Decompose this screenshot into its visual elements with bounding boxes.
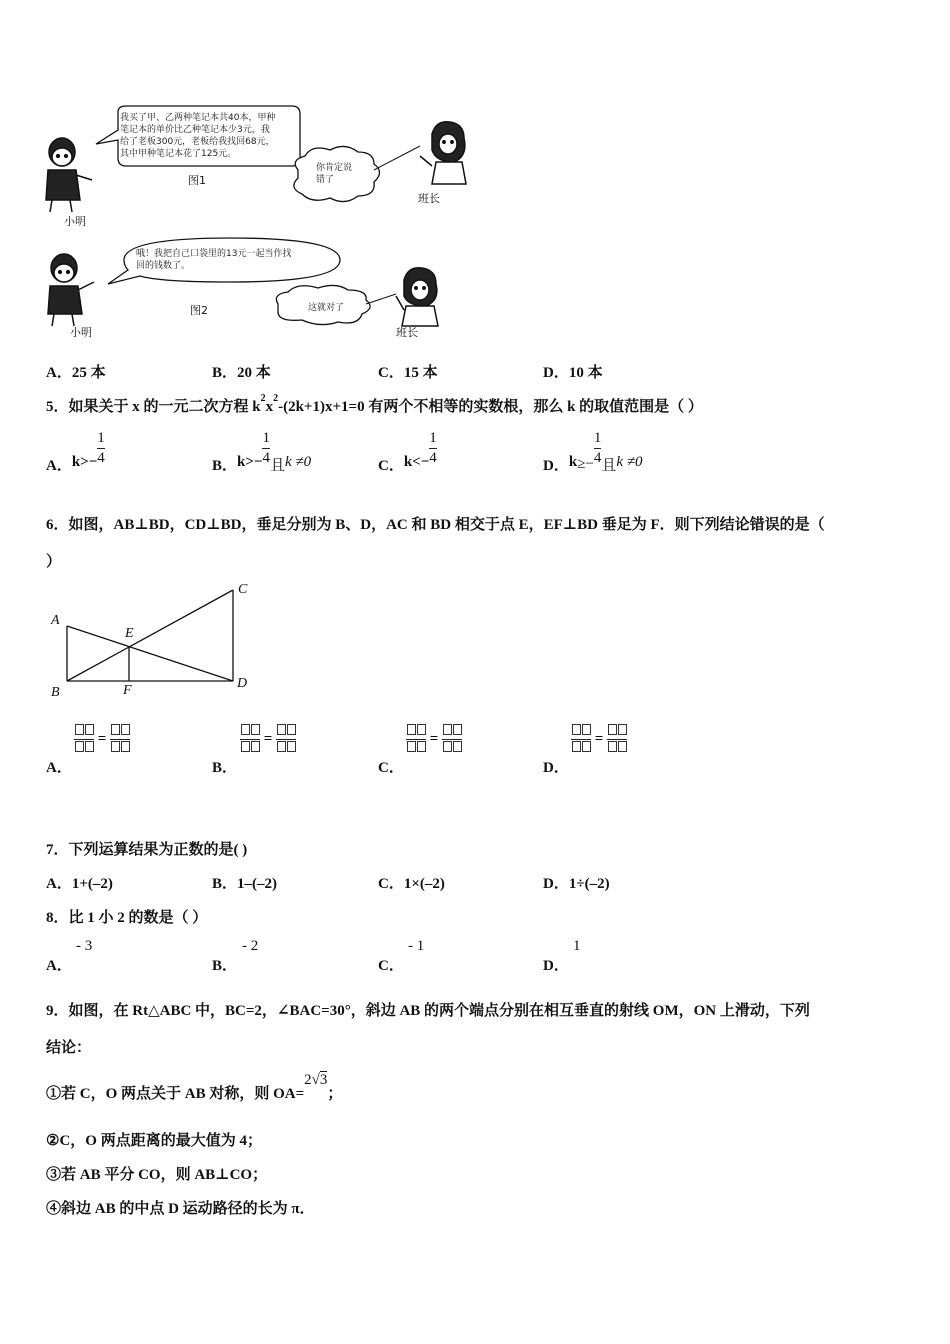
point-b-label: B (51, 685, 60, 700)
q5-b-frac (262, 430, 270, 467)
q4-c-letter: C． (378, 365, 404, 381)
point-c-label: C (238, 582, 248, 597)
q8-c-text: - 1 (408, 938, 425, 954)
point-e-label: E (125, 626, 134, 641)
bubble-1-line-3: 给了老板300元，老板给我找回68元， (120, 137, 275, 147)
q8-option-c[interactable] (378, 938, 498, 974)
q8-d-letter: D． (543, 958, 569, 974)
q5-stem-a: 5．如果关于 x 的一元二次方程 k (46, 399, 261, 415)
q5-d-num: 1 (593, 430, 602, 446)
bubble-2-text (136, 248, 332, 272)
q6-a-letter: A． (46, 760, 72, 776)
q5-b-num: 1 (262, 430, 270, 446)
q4-option-c[interactable] (378, 361, 438, 382)
segment-bc (67, 590, 233, 681)
point-f-label: F (123, 683, 132, 698)
q6-a-frac-2 (110, 724, 130, 755)
q4-a-text: 25 本 (71, 365, 106, 381)
q7-option-a[interactable] (46, 872, 113, 893)
q4-option-d[interactable] (543, 361, 603, 382)
q6-c-eq: = (429, 730, 439, 747)
q4-a-letter: A． (46, 365, 72, 381)
q9-c1-pre: ①若 C，O 两点关于 AB 对称，则 OA= (46, 1086, 305, 1102)
monitor-1-label: 班长 (418, 192, 440, 205)
q5-stem-c: -(2k+1)x+1=0 有两个不相等的实数根，那么 k 的取值范围是（ ） (278, 399, 703, 415)
q5-b-pre: k>− (237, 454, 263, 470)
q5-b-frac-bar (262, 448, 270, 449)
q4-b-letter: B． (212, 365, 238, 381)
bubble-1-line-4: 其中甲种笔记本花了125元。 (120, 149, 237, 159)
q8-option-b[interactable] (212, 938, 332, 974)
q5-b-letter: B． (212, 458, 238, 474)
q5-option-b[interactable] (212, 430, 311, 475)
q5-d-pre: k (568, 454, 578, 470)
q6-b-frac-1 (240, 724, 260, 755)
cartoon-figure (40, 100, 480, 345)
q5-sup-2: 2 (273, 393, 279, 404)
q6-a-frac-1 (74, 724, 94, 755)
monitor-figure-2 (396, 268, 438, 326)
cloud-1-line-2: 错了 (316, 175, 335, 185)
sqrt-icon: √ (311, 1072, 320, 1088)
q6-d-frac-1 (571, 724, 591, 755)
q8-b-letter: B． (212, 958, 238, 974)
q7-a-letter: A． (46, 876, 72, 892)
q5-d-post: 且 (601, 458, 617, 474)
q5-a-frac-bar (97, 448, 105, 449)
q9-stem-line-2: 结论： (46, 1040, 92, 1056)
q9-stem-line-1: 9．如图，在 Rt△ABC 中，BC=2，∠BAC=30°，斜边 AB 的两个端点分别在相互垂直的射线 OM，ON 上滑动，下列 (46, 1003, 810, 1019)
q5-c-frac (429, 430, 437, 467)
q8-stem: 8．比 1 小 2 的数是（ ） (46, 910, 208, 926)
xiaoming-2-label: 小明 (70, 326, 92, 339)
q7-b-text: 1–(–2) (237, 876, 278, 892)
point-d-label: D (237, 676, 248, 691)
q5-c-pre: k<− (403, 454, 430, 470)
q5-a-frac (97, 430, 105, 467)
q4-d-letter: D． (543, 365, 569, 381)
bubble-1-text (120, 112, 300, 160)
q5-stem-b: x (265, 399, 274, 415)
q6-d-frac-2 (607, 724, 627, 755)
q8-option-a[interactable] (46, 938, 166, 974)
q4-c-text: 15 本 (403, 365, 438, 381)
xiaoming-1-label: 小明 (64, 215, 86, 228)
q5-b-den: 4 (262, 450, 270, 466)
q8-d-text: 1 (573, 938, 581, 954)
q7-option-d[interactable] (543, 872, 610, 893)
q9-c1-radicand: 3 (319, 1072, 328, 1088)
q6-d-letter: D． (543, 760, 569, 776)
q6-a-eq: = (97, 730, 107, 747)
xiaoming-figure-2 (48, 254, 94, 326)
q9-conclusion-2: ②C，O 两点距离的最大值为 4； (46, 1133, 262, 1149)
cloud-1-line-1: 你肯定说 (316, 163, 353, 173)
cloud-2-text: 这就对了 (308, 303, 345, 313)
q7-d-text: 1÷(–2) (568, 876, 610, 892)
q5-b-post: 且 (269, 458, 285, 474)
q6-c-frac-1 (406, 724, 426, 755)
figure-2-caption: 图2 (190, 304, 208, 317)
q8-option-d[interactable] (543, 938, 663, 974)
q6-d-expr (571, 724, 627, 755)
q6-b-expr (240, 724, 296, 755)
q6-b-letter: B． (212, 760, 238, 776)
q7-option-c[interactable] (378, 872, 445, 893)
q5-c-den: 4 (429, 450, 437, 466)
q9-c1-value (304, 1072, 327, 1089)
q6-diagram (40, 578, 260, 702)
q7-c-letter: C． (378, 876, 404, 892)
q8-b-text: - 2 (242, 938, 259, 954)
q4-option-b[interactable] (212, 361, 271, 382)
q8-a-text: - 3 (76, 938, 93, 954)
monitor-figure-1 (420, 122, 466, 184)
xiaoming-figure-1 (46, 138, 92, 212)
q6-stem-line-1: 6．如图，AB⊥BD，CD⊥BD，垂足分别为 B、D，AC 和 BD 相交于点 E，EF⊥BD 垂足为 F．则下列结论错误的是（ (46, 517, 825, 533)
q8-c-letter: C． (378, 958, 404, 974)
segment-ad (67, 626, 233, 681)
q5-a-num: 1 (97, 430, 105, 446)
q5-a-pre: k>− (71, 454, 98, 470)
q4-d-text: 10 本 (568, 365, 603, 381)
q7-b-letter: B． (212, 876, 238, 892)
q5-option-d[interactable] (543, 430, 643, 475)
q8-a-letter: A． (46, 958, 72, 974)
q5-stem (46, 395, 703, 416)
q7-d-letter: D． (543, 876, 569, 892)
q9-c1-post: ； (327, 1086, 343, 1102)
q5-d-letter: D． (543, 458, 569, 474)
q4-b-text: 20 本 (237, 365, 271, 381)
q5-d-cond: k ≠0 (616, 454, 643, 470)
q7-stem: 7．下列运算结果为正数的是( ) (46, 842, 248, 858)
bubble-1-line-2: 笔记本的单价比乙种笔记本少3元，我 (120, 125, 270, 135)
q6-c-expr (406, 724, 462, 755)
q6-d-eq: = (594, 730, 604, 747)
q5-c-num: 1 (429, 430, 437, 446)
q5-a-letter: A． (46, 458, 72, 474)
q6-c-frac-2 (442, 724, 462, 755)
q6-b-eq: = (263, 730, 273, 747)
q7-option-b[interactable] (212, 872, 277, 893)
q7-a-text: 1+(–2) (71, 876, 113, 892)
q6-c-letter: C． (378, 760, 404, 776)
bubble-1-line-1: 我买了甲、乙两种笔记本共40本，甲种 (120, 113, 276, 123)
q6-b-frac-2 (276, 724, 296, 755)
q5-c-frac-bar (429, 448, 437, 449)
q9-conclusion-3: ③若 AB 平分 CO，则 AB⊥CO； (46, 1167, 268, 1183)
q7-c-text: 1×(–2) (403, 876, 445, 892)
q6-a-expr (74, 724, 130, 755)
q5-d-den: 4 (593, 450, 602, 466)
q5-d-frac (594, 430, 602, 467)
cloud-1-text (316, 162, 352, 186)
q5-sup-1: 2 (260, 393, 266, 404)
point-a-label: A (51, 613, 60, 628)
q9-conclusion-1 (46, 1072, 342, 1102)
q5-c-letter: C． (378, 458, 404, 474)
q5-d-ge: ≥− (577, 456, 594, 472)
q5-option-c[interactable] (378, 430, 437, 475)
q6-stem-line-2: ） (46, 554, 62, 570)
q5-b-cond: k ≠0 (284, 454, 312, 470)
q9-conclusion-4: ④斜边 AB 的中点 D 运动路径的长为 π． (46, 1201, 315, 1217)
q6-geometry (40, 578, 260, 702)
q5-d-frac-bar (594, 448, 602, 449)
q5-option-a[interactable] (46, 430, 105, 475)
q4-option-a[interactable] (46, 361, 106, 382)
monitor-2-label: 班长 (396, 326, 418, 339)
figure-1-caption: 图1 (188, 174, 206, 187)
bubble-2-line-1: 哦！我把自己口袋里的13元一起当作找 (136, 249, 292, 259)
q9-c1-coef: 2 (304, 1072, 312, 1088)
q5-a-den: 4 (97, 450, 105, 466)
bubble-2-line-2: 回的钱数了。 (136, 261, 191, 271)
